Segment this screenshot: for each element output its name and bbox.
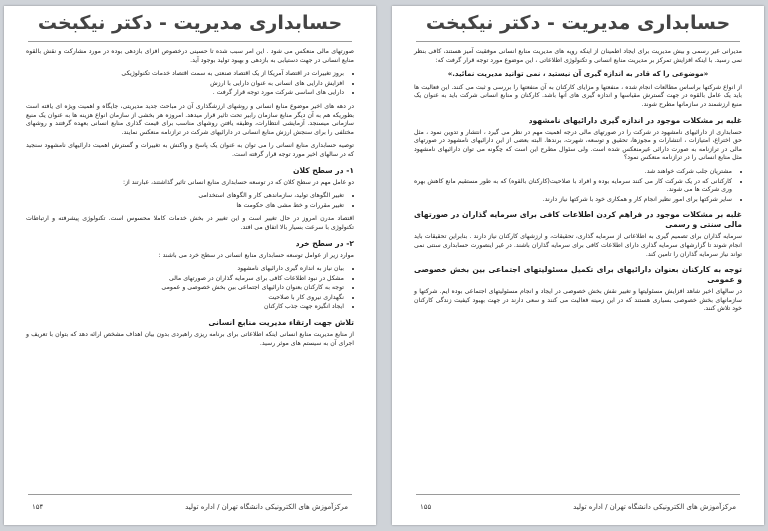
bullet-item: • توجه به کارکنان بعنوان دارائیهای اجتماعی بین بخش خصوصی و عمومی bbox=[26, 284, 344, 293]
title-divider bbox=[416, 41, 740, 42]
document-page-right bbox=[392, 6, 764, 525]
page-number: ۱۵۵ bbox=[420, 503, 432, 511]
page-body bbox=[26, 48, 354, 485]
footer-institution: مرکزآموزش های الکترونیکی دانشگاه تهران / اداره تولید bbox=[573, 503, 736, 511]
bullet-item: • تغییر مقررات و خط مشی های حکومت ها bbox=[26, 202, 344, 211]
bullet-item: • مشتریان جلب شرکت خواهند شد. bbox=[414, 168, 732, 177]
section-heading: غلبه بر مشکلات موجود در فراهم کردن اطلاعات کافی برای سرمایه گذاران در صورتهای مالی سنتی و رسمی bbox=[414, 210, 742, 230]
paragraph: صورتهای مالی منعکس می شود . این امر سبب شده تا حسینی درخصوص افزای بازدهی بوده در مورد مشارکت و نقش بالقوه منابع انسانی در جهت دستیابی به بازدهی و بهبود تولید بوجود آید. bbox=[26, 48, 354, 64]
document-page-left bbox=[4, 6, 376, 525]
bullet-item: • ایجاد انگیزه جهت جذب کارکنان bbox=[26, 303, 344, 312]
paragraph: مدیرانی غیر رسمی و بیش مدیریت برای ایجاد اطمینان از اینکه رویه های مدیریت منابع انسانی موفقیت آمیز هستند، کافی بنظر نمی رسید. با اینکه افزایش تمرکز بر مدیریت منابع انسانی و تکنولوژی اطلاعاتی ، این موضوع مورد توجه قرار گرفت که: bbox=[414, 48, 742, 64]
bullet-item: • مشکل در نبود اطلاعات کافی برای سرمایه گذاران در صورتهای مالی bbox=[26, 275, 344, 284]
section-heading: توجه به کارکنان بعنوان دارائیهای برای تکمیل مسئولیتهای اجتماعی بین بخش خصوصی و عمومی bbox=[414, 265, 742, 285]
title-divider bbox=[28, 41, 352, 42]
footer-divider bbox=[28, 494, 352, 495]
paragraph: از منابع مدیریت منابع انسانی اینکه اطلاعاتی برای برنامه ریزی راهبردی بدون بیان اهداف مشخص ارائه دهد که بتوان با تعریف و اجرای آن به سیستم های موثر رسید. bbox=[26, 331, 354, 347]
footer-institution: مرکزآموزش های الکترونیکی دانشگاه تهران / اداره تولید bbox=[185, 503, 348, 511]
section-heading: غلبه بر مشکلات موجود در اندازه گیری دارائیهای نامشهود bbox=[528, 115, 742, 125]
section-heading: ۲- در سطح خرد bbox=[295, 238, 354, 248]
paragraph: در سالهای اخیر شاهد افزایش مسئولیتها و تغییر نقش بخش خصوصی در ایجاد و انجام مسئولیتهای اجتماعی بوده ایم. شرکتها و سازمانهای بخش خصوصی بسیاری هستند که در این زمینه فعالیت می کنند و سعی دارند در جهت بهبود کیفیت زندگی کارکنان خود تلاش کنند. bbox=[414, 288, 742, 313]
bullet-list bbox=[26, 192, 354, 210]
paragraph: موارد زیر از عوامل توسعه حسابداری منابع انسانی در سطح خرد می باشند : bbox=[158, 251, 354, 259]
page-title: حسابداری مدیریت - دکتر نیکبخت bbox=[37, 12, 343, 34]
quote-text: «موضوعی را که قادر به اندازه گیری آن نیستید ، نمی توانید مدیریت نمائید.» bbox=[447, 70, 709, 79]
section-heading: تلاش جهت ارتقاء مدیریت منابع انسانی bbox=[208, 318, 354, 328]
bullet-item: • نگهداری نیروی کار با صلاحیت bbox=[26, 294, 344, 303]
paragraph: از انواع شرکتها براساس مطالعات انجام شده ، منفعتها و مزایای کارکنان به آن منفعتها را بررسی و ثبت می کنند. این فعالیت ها باید یک عامل بالقوه در جهت گسترش مقیاسها و اندازه گیری های آنها باشد. کارکنان و منابع انسانی شرکت باید به عنوان یک منبع ارزشمند در سازمانها مطرح شوند. bbox=[414, 83, 742, 108]
page-footer bbox=[420, 503, 736, 511]
paragraph: دو عامل مهم در سطح کلان که در توسعه حسابداری منابع انسانی تاثیر گذاشتند، عبارتند از: bbox=[122, 178, 354, 186]
footer-divider bbox=[416, 494, 740, 495]
bullet-item: • سایر شرکتها برای امور نظیر انجام کار و همکاری خود با شرکتها نیاز دارند. bbox=[414, 196, 732, 205]
bullet-item: • بروز تغییرات در اقتصاد آمریکا از یک اقتصاد صنعتی به سمت اقتصاد خدمات تکنولوژیکی bbox=[26, 70, 344, 79]
paragraph: اقتصاد مدرن امروز در حال تغییر است و این تغییر در بخش خدمات کاملا محسوس است. تکنولوژی پیشرفته و ارتباطات تکنولوژی با سرعت بسیار بالا اتفاق می افتد. bbox=[26, 215, 354, 231]
bullet-list bbox=[26, 70, 354, 98]
section-heading: ۱- در سطح کلان bbox=[293, 165, 354, 175]
page-title: حسابداری مدیریت - دکتر نیکبخت bbox=[425, 12, 731, 34]
bullet-list bbox=[26, 265, 354, 312]
paragraph: سرمایه گذاران برای تصمیم گیری به اطلاعاتی از سرمایه گذاری، تحقیقات، و ارزشهای کارکنان نیاز دارند . بنابراین تحقیقات باید انجام شوند تا گزارشهای سرمایه گذاری دارای اطلاعات کافی برای سرمایه گذاران باشند. در غیر اینصورت حسابداری سنتی نمی تواند نیاز سرمایه گذاران را تامین کند. bbox=[414, 233, 742, 258]
page-footer bbox=[32, 503, 348, 511]
bullet-item: • کارکنانی که در یک شرکت کار می کنند سرمایه بوده و افراد با صلاحیت(کارکنان بالقوه) که به طور مستقیم مانع کاهش بهره وری شرکت ها می شوند. bbox=[414, 178, 732, 195]
page-body bbox=[414, 48, 742, 485]
bullet-item: • دارایی های اساسی شرکت مورد توجه قرار گرفت . bbox=[26, 89, 344, 98]
paragraph: توصیه حسابداری منابع انسانی را می توان به عنوان یک پاسخ و واکنش به تغییرات و گسترش اهمیت دارائیهای نامشهود سنجید که در سالهای اخیر مورد توجه قرار گرفته است. bbox=[26, 142, 354, 158]
bullet-item: • بیان نیاز به اندازه گیری دارائیهای نامشهود bbox=[26, 265, 344, 274]
paragraph: حسابداری از دارائیهای نامشهود در شرکت را در صورتهای مالی درجه اهمیت مهم در نظر می گیرد ، انتشار و تدوین نمود ، مثل حق اختراع، امتیازات ، انتشارات و مجوزها، تحقیق و توسعه، شهرت، برندها. البته بعضی از این دارائیهای نامشهود در صورتهای مالی در ترازنامه به صورت دارائی غیرمنعکس شده است. ولی سئوال مطرح این است که چگونه می توان دارائیهای نامشهود مثل منابع انسانی را در ترازنامه منعکس نمود؟ bbox=[414, 128, 742, 162]
bullet-item: • تغییر الگوهای تولید، سازماندهی کار و الگوهای استخدامی bbox=[26, 192, 344, 201]
paragraph: در دهه های اخیر موضوع منابع انسانی و روشهای ارزشگذاری آن در مباحث جدید مدیریتی، جایگاه و اهمیت ویژه ای یافته است بطوریکه هم به آن دیگر منابع سازمان رابیر تحت تاثیر قرار میدهد. امروزه هر بخشی از سازمان انواع هزینه ها به عنوان یک منبع سازمانی میسنجد. آزمایشی انتظارات، وظیفه یافتن روشهای مناسب برای قیمت گذاری منابع انسانی بعهده گرفتند و روشهای مختلفی را برای سنجش ارزش منابع انسانی در دارائیهای شرکت در ترازنامه منعکس نمایند. bbox=[26, 102, 354, 136]
bullet-item: • افزایش دارایی های انسانی به عنوان دارایی با ارزش bbox=[26, 80, 344, 89]
bullet-list bbox=[414, 168, 742, 204]
page-number: ۱۵۴ bbox=[32, 503, 44, 511]
